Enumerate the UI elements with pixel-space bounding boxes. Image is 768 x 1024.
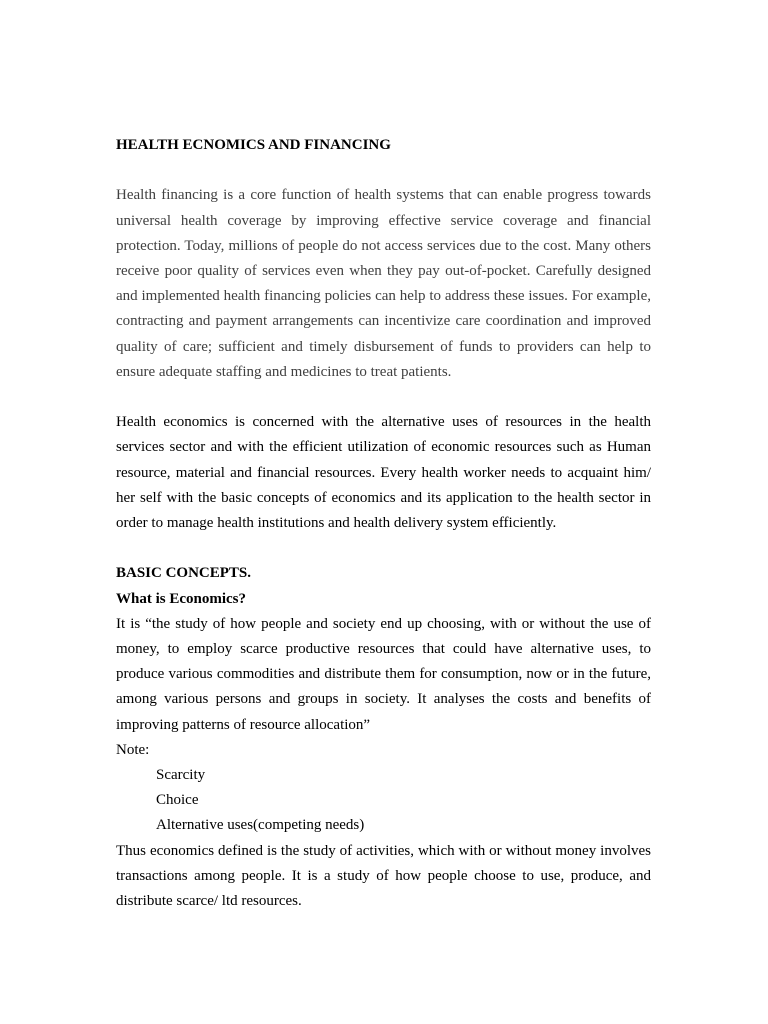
note-item-alternative-uses: Alternative uses(competing needs) (156, 817, 365, 834)
note-label: Note: (116, 741, 150, 758)
note-item-scarcity: Scarcity (156, 767, 206, 784)
paragraph-health-financing: Health financing is a core function of health systems that can enable progress towards universal health coverage by improving effective service coverage and financial protection. Today, millions of people do not access services due to the cost. Many others receive poor quality of services even when they pay out-of-pocket. Carefully designed and implemented health financing policies can help to address these issues. For example, contracting and payment arrangements can incentivize care coordination and improved quality of care; sufficient and timely disbursement of funds to providers can help to ensure adequate staffing and medicines to treat patients. (116, 187, 651, 380)
note-item-choice: Choice (156, 792, 199, 809)
section-heading: BASIC CONCEPTS. (116, 565, 252, 582)
document-title: HEALTH ECNOMICS AND FINANCING (116, 137, 391, 153)
spacer (116, 536, 651, 561)
note-list (116, 763, 651, 839)
conclusion-paragraph: Thus economics defined is the study of activities, which with or without money involves transactions among people. It is a study of how people choose to use, produce, and distribute scarce/ ltd resources. (116, 842, 651, 910)
spacer (116, 158, 651, 183)
document-page (116, 133, 651, 914)
economics-definition: It is “the study of how people and society end up choosing, with or without the use of money, to employ scarce productive resources that could have alternative uses, to produce various commodities and distribute them for consumption, now or in the future, among various persons and groups in society. It analyses the costs and benefits of improving patterns of resource allocation” (116, 615, 651, 733)
paragraph-health-economics: Health economics is concerned with the alternative uses of resources in the health services sector and with the efficient utilization of economic resources such as Human resource, material and financial resources. Every health worker needs to acquaint him/ her self with the basic concepts of economics and its application to the health sector in order to manage health institutions and health delivery system efficiently. (116, 414, 651, 532)
spacer (116, 385, 651, 410)
subheading: What is Economics? (116, 590, 247, 607)
